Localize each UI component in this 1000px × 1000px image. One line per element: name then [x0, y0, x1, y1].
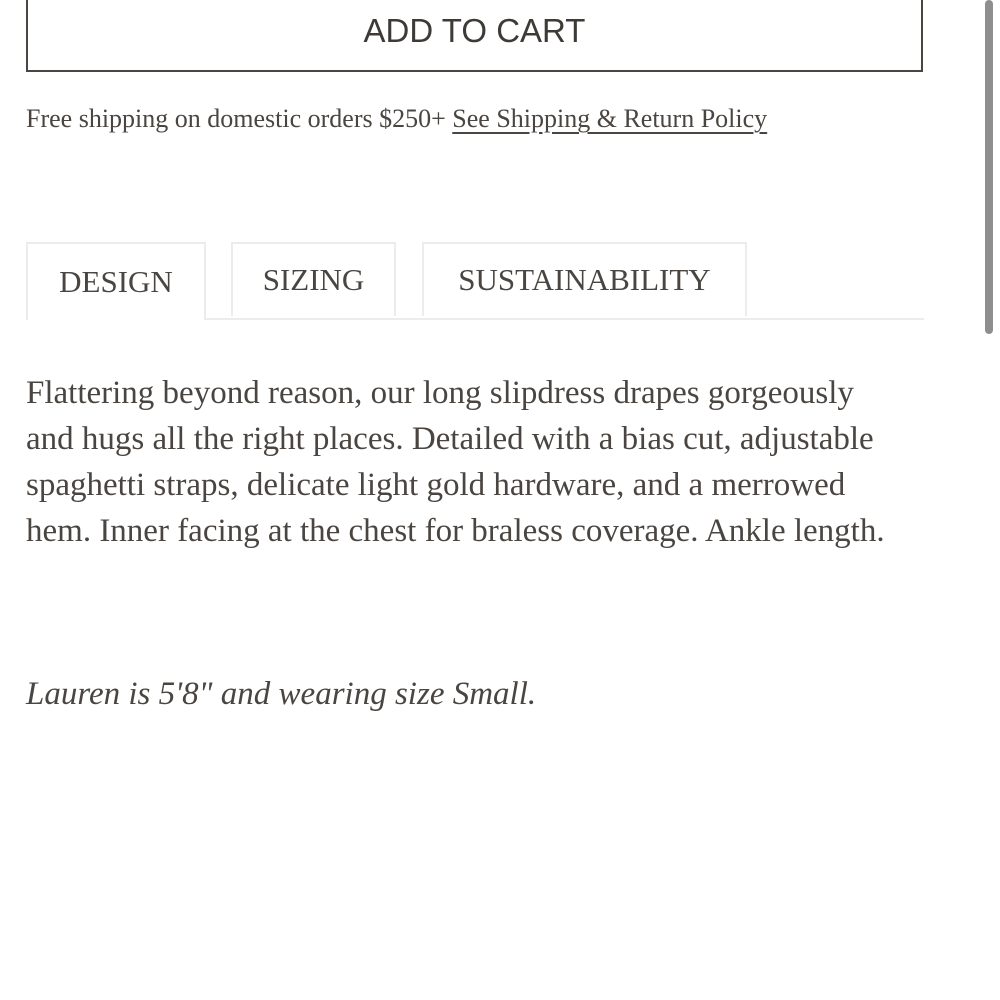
add-to-cart-button[interactable]	[26, 0, 923, 72]
tab-design[interactable]: DESIGN	[26, 242, 206, 320]
model-size-note: Lauren is 5'8" and wearing size Small.	[26, 676, 537, 712]
product-tabs	[26, 242, 924, 320]
shipping-policy-link[interactable]: See Shipping & Return Policy	[452, 104, 768, 133]
scrollbar[interactable]	[985, 0, 993, 334]
product-description: Flattering beyond reason, our long slipdress drapes gorgeously and hugs all the right places. Detailed with a bias cut, adjustable spaghetti straps, delicate light gold hardware, and a merrowed hem. Inner facing at the chest for braless coverage. Ankle length.	[26, 375, 885, 549]
shipping-info	[26, 104, 767, 134]
shipping-text: Free shipping on domestic orders $250+	[26, 104, 453, 133]
add-to-cart-label: ADD TO CART	[363, 12, 586, 49]
tab-sizing[interactable]: SIZING	[231, 242, 396, 316]
tab-sustainability[interactable]: SUSTAINABILITY	[422, 242, 747, 316]
